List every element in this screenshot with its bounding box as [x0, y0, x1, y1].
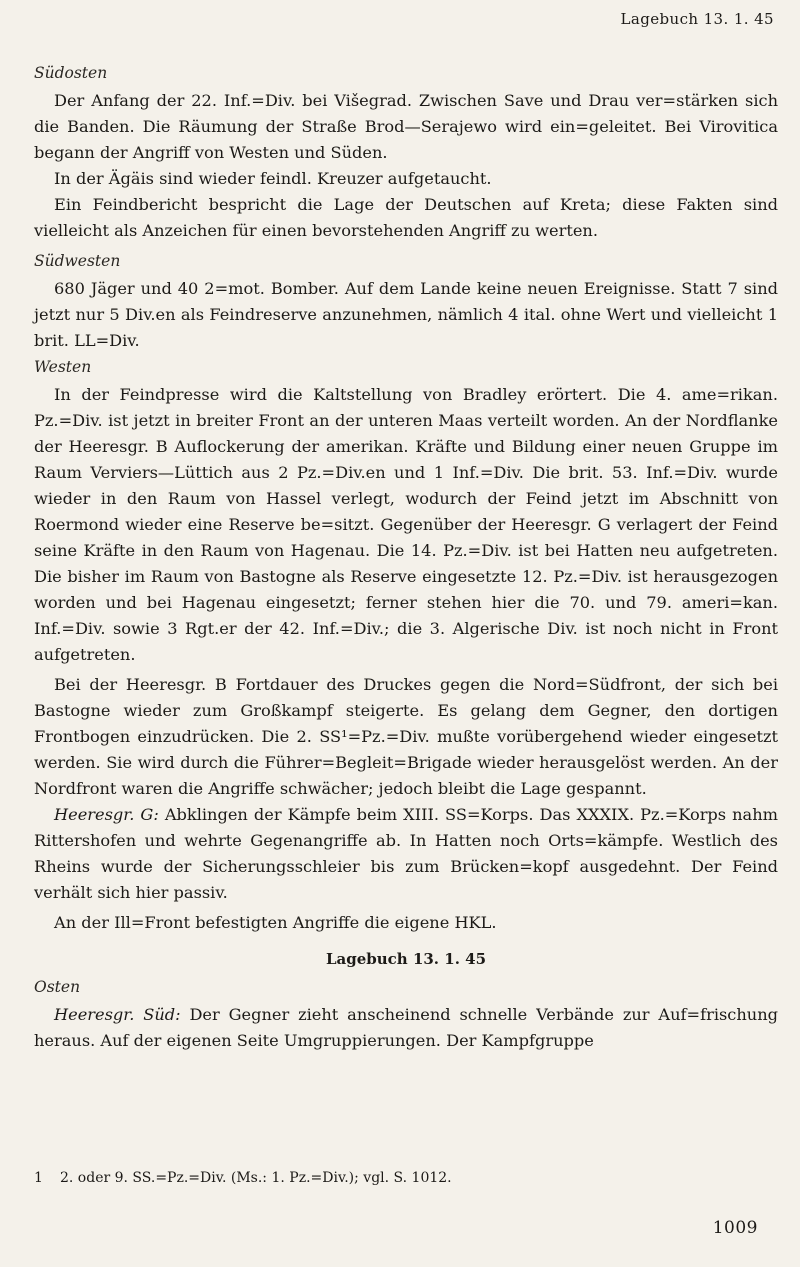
section-heading-suedosten: Südosten	[34, 64, 108, 82]
footnote-text: 2. oder 9. SS.=Pz.=Div. (Ms.: 1. Pz.=Div.); vgl. S. 1012.	[60, 1170, 452, 1186]
paragraph: 680 Jäger und 40 2=mot. Bomber. Auf dem Lande keine neuen Ereignisse. Statt 7 sind jetzt nur 5 Div.en als Feindreserve anzunehmen, nämlich 4 ital. ohne Wert und vielleicht 1 brit. LL=Div.	[34, 279, 778, 350]
paragraph: Ein Feindbericht bespricht die Lage der Deutschen auf Kreta; diese Fakten sind vielleicht als Anzeichen für einen bevorstehenden Angriff zu werten.	[34, 195, 778, 240]
document-page	[34, 0, 778, 1267]
section-heading-westen: Westen	[34, 358, 92, 376]
mid-page-title: Lagebuch 13. 1. 45	[325, 950, 487, 968]
section-heading-suedwesten: Südwesten	[34, 252, 121, 270]
paragraph: Bei der Heeresgr. B Fortdauer des Druckes gegen die Nord=Südfront, der sich bei Bastogne wieder zum Großkampf steigerte. Es gelang dem Gegner, den dortigen Frontbogen einzudrücken. Die 2. SS¹=Pz.=Div. mußte vorübergehend wieder eingesetzt werden. Sie wird durch die Führer=Begleit=Brigade wieder herausgelöst werden. An der Nordfront waren die Angriffe schwächer; jedoch bleibt die Lage gespannt.	[34, 675, 778, 798]
footnote	[34, 1168, 778, 1188]
paragraph: Der Anfang der 22. Inf.=Div. bei Višegrad. Zwischen Save und Drau ver=stärken sich die Banden. Die Räumung der Straße Brod—Serajewo wird ein=geleitet. Bei Virovitica begann der Angriff von Westen und Süden.	[34, 91, 778, 162]
section-heading-osten: Osten	[34, 978, 81, 996]
page-number: 1009	[712, 1218, 758, 1238]
paragraph: Heeresgr. G: Abklingen der Kämpfe beim XIII. SS=Korps. Das XXXIX. Pz.=Korps nahm Rittershofen und wehrte Gegenangriffe ab. In Hatten noch Orts=kämpfe. Westlich des Rheins wurde der Sicherungsschleier bis zum Brücken=kopf ausgedehnt. Der Feind verhält sich hier passiv.	[34, 805, 778, 902]
footnote-number: 1	[34, 1170, 43, 1186]
running-head: Lagebuch 13. 1. 45	[620, 10, 774, 28]
paragraph: An der Ill=Front befestigten Angriffe die eigene HKL.	[54, 913, 497, 932]
page-body	[34, 60, 778, 1054]
paragraph: Heeresgr. Süd: Der Gegner zieht anscheinend schnelle Verbände zur Auf=frischung heraus. Auf der eigenen Seite Umgruppierungen. Der Kampfgruppe	[34, 1005, 779, 1050]
paragraph: In der Ägäis sind wieder feindl. Kreuzer aufgetaucht.	[54, 169, 492, 188]
paragraph-lead: Heeresgr. G:	[54, 805, 159, 824]
paragraph: In der Feindpresse wird die Kaltstellung von Bradley erörtert. Die 4. ame=rikan. Pz.=Div. ist jetzt in breiter Front an der unteren Maas verteilt worden. An der Nordflanke der Heeresgr. B Auflockerung der amerikan. Kräfte und Bildung einer neuen Gruppe im Raum Verviers—Lüttich aus 2 Pz.=Div.en und 1 Inf.=Div. Die brit. 53. Inf.=Div. wurde wieder in den Raum von Hassel verlegt, wodurch der Feind jetzt im Abschnitt von Roermond wieder eine Reserve be=sitzt. Gegenüber der Heeresgr. G verlagert der Feind seine Kräfte in den Raum von Hagenau. Die 14. Pz.=Div. ist bei Hatten neu aufgetreten. Die bisher im Raum von Bastogne als Reserve eingesetzte 12. Pz.=Div. ist herausgezogen worden und bei Hagenau eingesetzt; ferner stehen hier die 70. und 79. ameri=kan. Inf.=Div. sowie 3 Rgt.er der 42. Inf.=Div.; die 3. Algerische Div. ist noch nicht in Front aufgetreten.	[34, 385, 778, 664]
paragraph-lead: Heeresgr. Süd:	[54, 1005, 181, 1024]
